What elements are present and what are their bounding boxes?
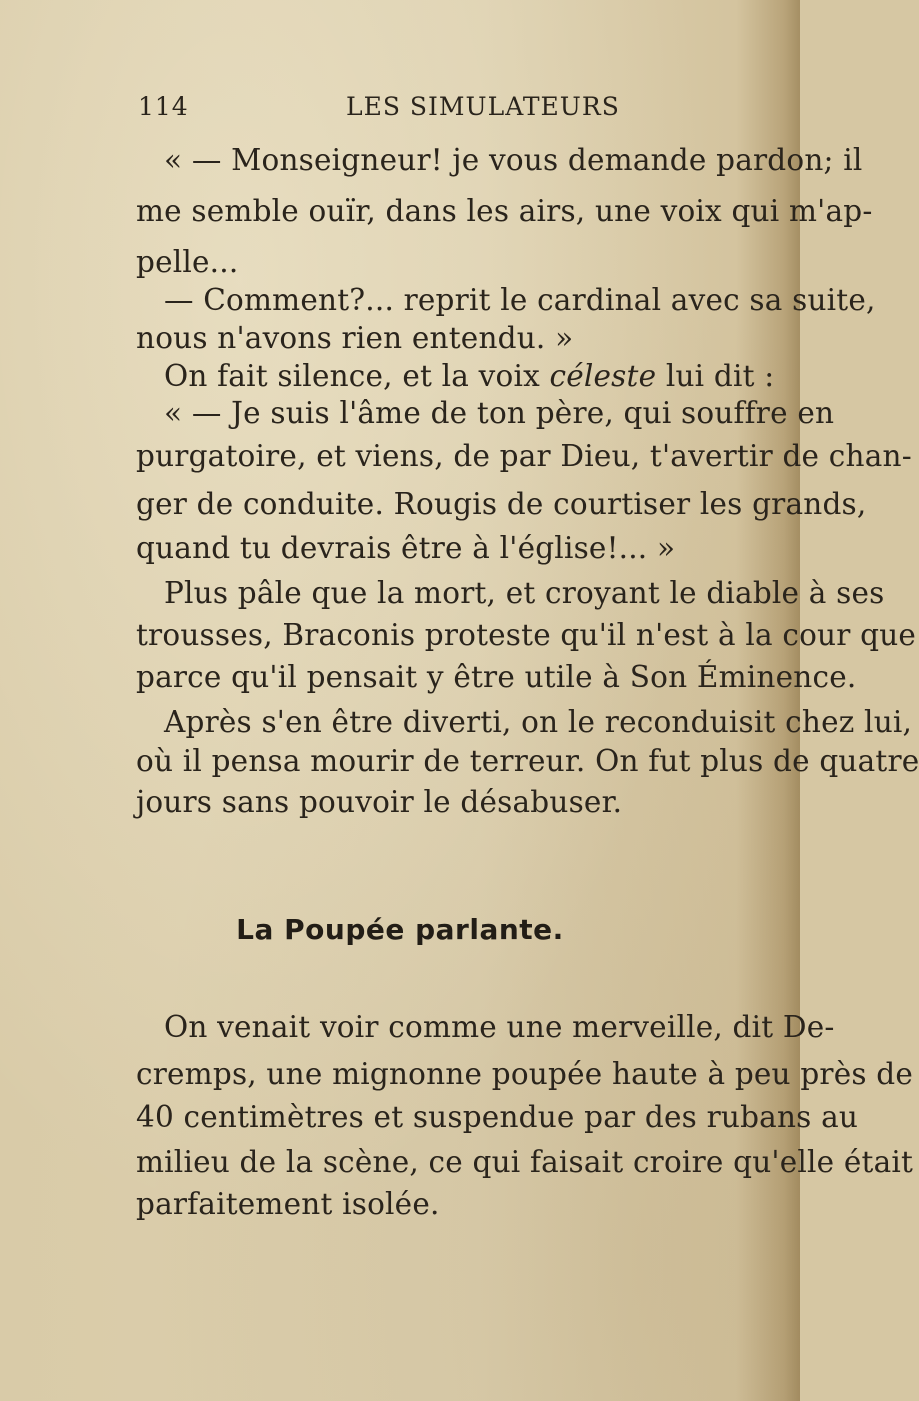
text-line: Après s'en être diverti, on le reconduisit chez lui, (164, 705, 913, 739)
text-line: où il pensa mourir de terreur. On fut plus de quatre (136, 744, 919, 778)
text-line: ger de conduite. Rougis de courtiser les grands, (136, 487, 867, 521)
text-line: parfaitement isolée. (136, 1187, 440, 1221)
text-line: On venait voir comme une merveille, dit De- (164, 1010, 835, 1044)
text-line (164, 356, 775, 396)
text-line: Plus pâle que la mort, et croyant le diable à ses (164, 576, 885, 610)
text-line: « — Monseigneur! je vous demande pardon; il (164, 143, 863, 177)
text-line: quand tu devrais être à l'église!... » (136, 531, 676, 565)
text-line: pelle... (136, 245, 239, 279)
text-line: — Comment?... reprit le cardinal avec sa suite, (164, 283, 876, 317)
text-fragment: On fait silence, et la voix (164, 359, 540, 393)
italic-word: céleste (549, 359, 657, 393)
text-fragment: lui dit : (665, 359, 775, 393)
running-title: LES SIMULATEURS (346, 92, 620, 121)
text-line: milieu de la scène, ce qui faisait croire qu'elle était (136, 1145, 914, 1179)
section-heading: La Poupée parlante. (236, 913, 564, 946)
text-line: trousses, Braconis proteste qu'il n'est à la cour que (136, 618, 917, 652)
running-head (138, 92, 738, 126)
text-line: parce qu'il pensait y être utile à Son Éminence. (136, 660, 857, 694)
text-line: purgatoire, et viens, de par Dieu, t'avertir de chan- (136, 439, 912, 473)
text-line: jours sans pouvoir le désabuser. (136, 785, 623, 819)
text-line: nous n'avons rien entendu. » (136, 321, 574, 355)
page-number: 114 (138, 92, 189, 121)
text-line: « — Je suis l'âme de ton père, qui souffre en (164, 396, 835, 430)
text-line: 40 centimètres et suspendue par des rubans au (136, 1100, 859, 1134)
text-line: cremps, une mignonne poupée haute à peu près de (136, 1057, 914, 1091)
text-line: me semble ouïr, dans les airs, une voix qui m'ap- (136, 194, 873, 228)
